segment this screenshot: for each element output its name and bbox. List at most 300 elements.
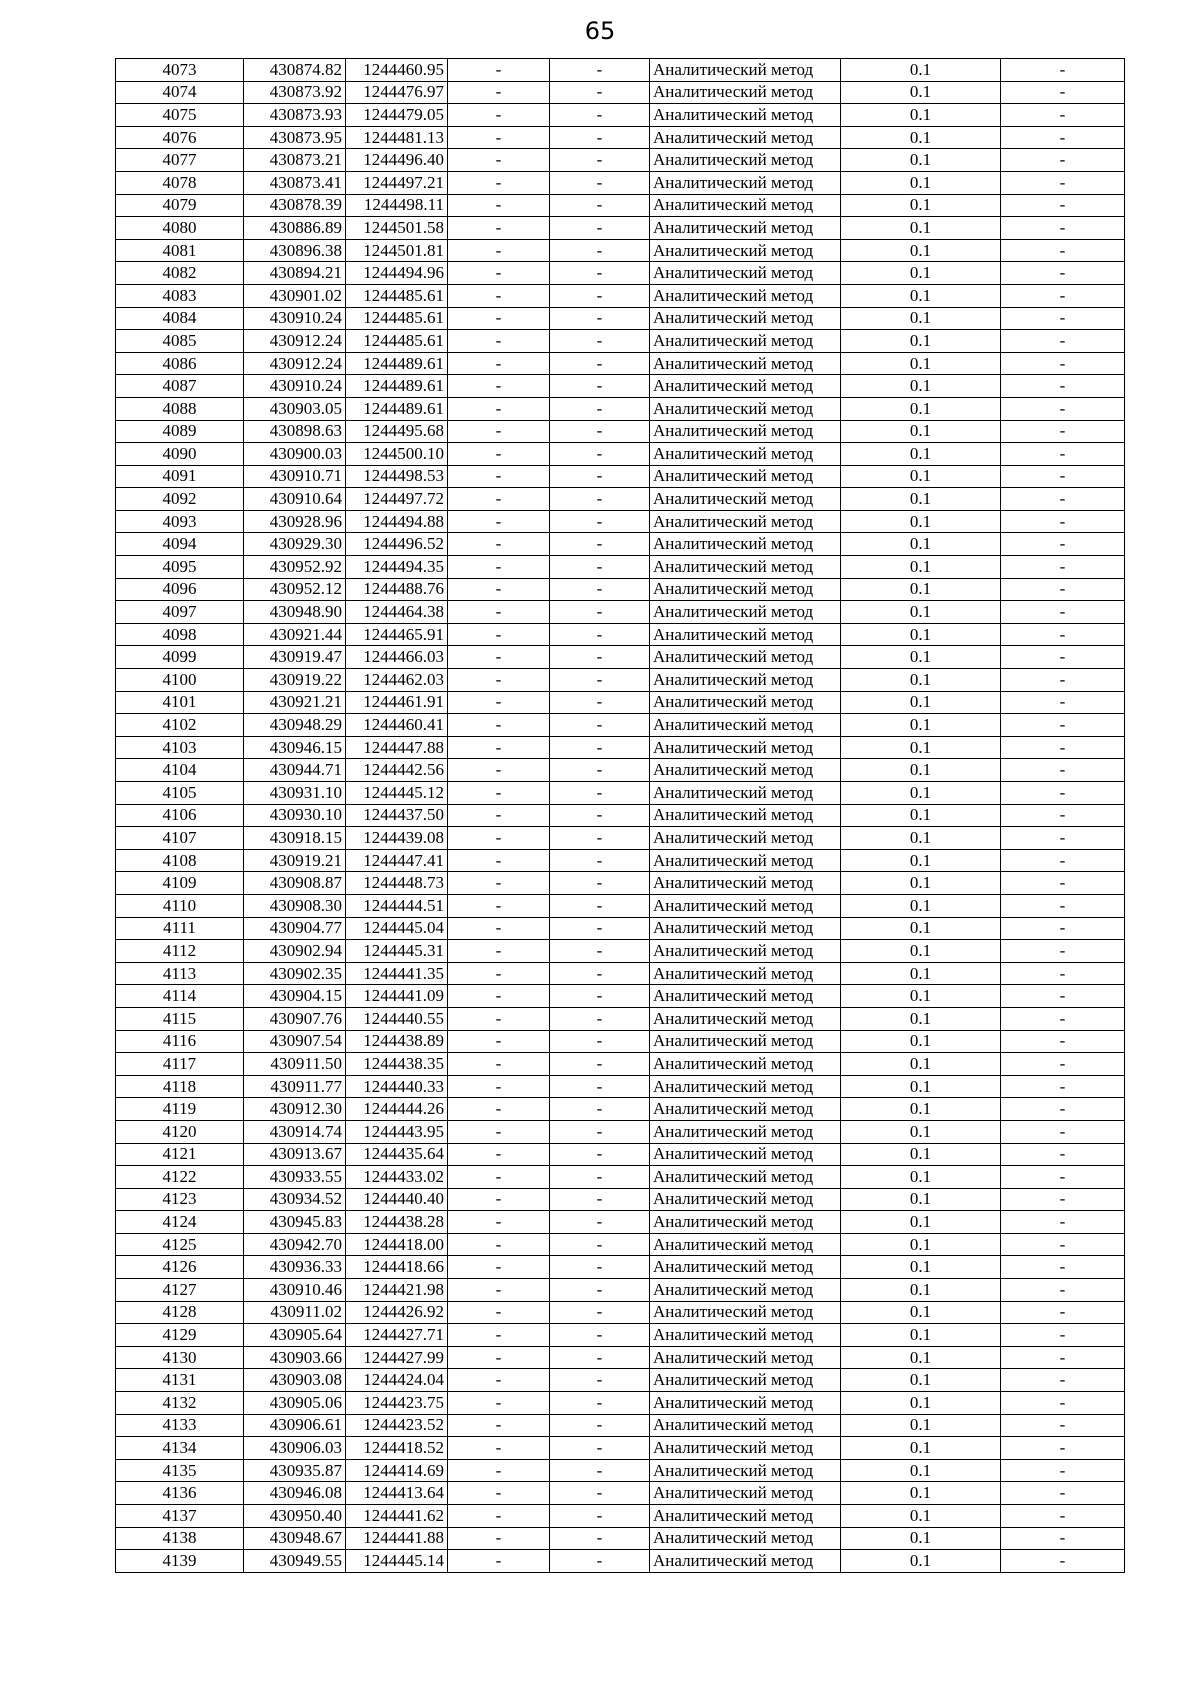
point-number-cell: 4075 bbox=[116, 104, 244, 127]
x-coordinate-cell: 430911.50 bbox=[244, 1053, 346, 1076]
dash-cell: - bbox=[550, 352, 650, 375]
table-row bbox=[116, 217, 1125, 240]
x-coordinate-cell: 430903.66 bbox=[244, 1346, 346, 1369]
y-coordinate-cell: 1244488.76 bbox=[346, 578, 448, 601]
dash-cell: - bbox=[448, 397, 550, 420]
x-coordinate-cell: 430874.82 bbox=[244, 59, 346, 82]
dash-cell: - bbox=[1001, 194, 1125, 217]
dash-cell: - bbox=[550, 465, 650, 488]
point-number-cell: 4085 bbox=[116, 330, 244, 353]
point-number-cell: 4138 bbox=[116, 1527, 244, 1550]
accuracy-cell: 0.1 bbox=[841, 872, 1001, 895]
table-row bbox=[116, 1482, 1125, 1505]
x-coordinate-cell: 430914.74 bbox=[244, 1120, 346, 1143]
dash-cell: - bbox=[1001, 149, 1125, 172]
dash-cell: - bbox=[448, 556, 550, 579]
point-number-cell: 4108 bbox=[116, 849, 244, 872]
table-row bbox=[116, 375, 1125, 398]
dash-cell: - bbox=[550, 1120, 650, 1143]
dash-cell: - bbox=[1001, 872, 1125, 895]
y-coordinate-cell: 1244433.02 bbox=[346, 1166, 448, 1189]
dash-cell: - bbox=[1001, 1098, 1125, 1121]
coordinates-table bbox=[115, 58, 1125, 1573]
dash-cell: - bbox=[550, 917, 650, 940]
method-cell: Аналитический метод bbox=[650, 1279, 841, 1302]
point-number-cell: 4091 bbox=[116, 465, 244, 488]
dash-cell: - bbox=[1001, 1007, 1125, 1030]
x-coordinate-cell: 430902.94 bbox=[244, 940, 346, 963]
method-cell: Аналитический метод bbox=[650, 1437, 841, 1460]
point-number-cell: 4079 bbox=[116, 194, 244, 217]
method-cell: Аналитический метод bbox=[650, 352, 841, 375]
accuracy-cell: 0.1 bbox=[841, 1392, 1001, 1415]
dash-cell: - bbox=[448, 217, 550, 240]
dash-cell: - bbox=[1001, 1166, 1125, 1189]
x-coordinate-cell: 430905.64 bbox=[244, 1324, 346, 1347]
dash-cell: - bbox=[1001, 1459, 1125, 1482]
dash-cell: - bbox=[550, 1279, 650, 1302]
accuracy-cell: 0.1 bbox=[841, 194, 1001, 217]
x-coordinate-cell: 430919.21 bbox=[244, 849, 346, 872]
point-number-cell: 4088 bbox=[116, 397, 244, 420]
accuracy-cell: 0.1 bbox=[841, 375, 1001, 398]
x-coordinate-cell: 430952.92 bbox=[244, 556, 346, 579]
table-row bbox=[116, 420, 1125, 443]
point-number-cell: 4119 bbox=[116, 1098, 244, 1121]
method-cell: Аналитический метод bbox=[650, 465, 841, 488]
dash-cell: - bbox=[448, 1301, 550, 1324]
y-coordinate-cell: 1244464.38 bbox=[346, 601, 448, 624]
y-coordinate-cell: 1244435.64 bbox=[346, 1143, 448, 1166]
point-number-cell: 4084 bbox=[116, 307, 244, 330]
dash-cell: - bbox=[1001, 420, 1125, 443]
table-row bbox=[116, 1459, 1125, 1482]
accuracy-cell: 0.1 bbox=[841, 1211, 1001, 1234]
accuracy-cell: 0.1 bbox=[841, 1324, 1001, 1347]
y-coordinate-cell: 1244489.61 bbox=[346, 375, 448, 398]
dash-cell: - bbox=[448, 307, 550, 330]
accuracy-cell: 0.1 bbox=[841, 1414, 1001, 1437]
accuracy-cell: 0.1 bbox=[841, 646, 1001, 669]
method-cell: Аналитический метод bbox=[650, 691, 841, 714]
dash-cell: - bbox=[448, 1527, 550, 1550]
dash-cell: - bbox=[448, 1233, 550, 1256]
y-coordinate-cell: 1244501.58 bbox=[346, 217, 448, 240]
point-number-cell: 4118 bbox=[116, 1075, 244, 1098]
y-coordinate-cell: 1244448.73 bbox=[346, 872, 448, 895]
y-coordinate-cell: 1244445.12 bbox=[346, 782, 448, 805]
dash-cell: - bbox=[550, 827, 650, 850]
x-coordinate-cell: 430952.12 bbox=[244, 578, 346, 601]
table-row bbox=[116, 1007, 1125, 1030]
dash-cell: - bbox=[1001, 330, 1125, 353]
accuracy-cell: 0.1 bbox=[841, 1482, 1001, 1505]
table-row bbox=[116, 669, 1125, 692]
point-number-cell: 4093 bbox=[116, 510, 244, 533]
dash-cell: - bbox=[550, 1166, 650, 1189]
dash-cell: - bbox=[550, 1030, 650, 1053]
dash-cell: - bbox=[550, 307, 650, 330]
table-row bbox=[116, 194, 1125, 217]
point-number-cell: 4129 bbox=[116, 1324, 244, 1347]
point-number-cell: 4115 bbox=[116, 1007, 244, 1030]
method-cell: Аналитический метод bbox=[650, 556, 841, 579]
dash-cell: - bbox=[448, 1392, 550, 1415]
dash-cell: - bbox=[448, 1482, 550, 1505]
dash-cell: - bbox=[448, 1007, 550, 1030]
y-coordinate-cell: 1244413.64 bbox=[346, 1482, 448, 1505]
point-number-cell: 4080 bbox=[116, 217, 244, 240]
x-coordinate-cell: 430910.24 bbox=[244, 307, 346, 330]
point-number-cell: 4106 bbox=[116, 804, 244, 827]
dash-cell: - bbox=[550, 171, 650, 194]
x-coordinate-cell: 430906.03 bbox=[244, 1437, 346, 1460]
dash-cell: - bbox=[550, 849, 650, 872]
dash-cell: - bbox=[1001, 940, 1125, 963]
dash-cell: - bbox=[448, 533, 550, 556]
dash-cell: - bbox=[1001, 578, 1125, 601]
dash-cell: - bbox=[1001, 601, 1125, 624]
accuracy-cell: 0.1 bbox=[841, 601, 1001, 624]
dash-cell: - bbox=[448, 1211, 550, 1234]
point-number-cell: 4101 bbox=[116, 691, 244, 714]
accuracy-cell: 0.1 bbox=[841, 533, 1001, 556]
dash-cell: - bbox=[550, 239, 650, 262]
table-row bbox=[116, 81, 1125, 104]
dash-cell: - bbox=[550, 962, 650, 985]
dash-cell: - bbox=[448, 1369, 550, 1392]
accuracy-cell: 0.1 bbox=[841, 465, 1001, 488]
dash-cell: - bbox=[550, 1143, 650, 1166]
x-coordinate-cell: 430929.30 bbox=[244, 533, 346, 556]
dash-cell: - bbox=[1001, 962, 1125, 985]
point-number-cell: 4089 bbox=[116, 420, 244, 443]
table-row bbox=[116, 443, 1125, 466]
table-row bbox=[116, 510, 1125, 533]
x-coordinate-cell: 430900.03 bbox=[244, 443, 346, 466]
dash-cell: - bbox=[448, 194, 550, 217]
point-number-cell: 4137 bbox=[116, 1505, 244, 1528]
table-row bbox=[116, 465, 1125, 488]
point-number-cell: 4127 bbox=[116, 1279, 244, 1302]
point-number-cell: 4107 bbox=[116, 827, 244, 850]
dash-cell: - bbox=[448, 1324, 550, 1347]
table-row bbox=[116, 397, 1125, 420]
accuracy-cell: 0.1 bbox=[841, 759, 1001, 782]
accuracy-cell: 0.1 bbox=[841, 804, 1001, 827]
dash-cell: - bbox=[1001, 1482, 1125, 1505]
point-number-cell: 4123 bbox=[116, 1188, 244, 1211]
point-number-cell: 4099 bbox=[116, 646, 244, 669]
accuracy-cell: 0.1 bbox=[841, 149, 1001, 172]
method-cell: Аналитический метод bbox=[650, 849, 841, 872]
dash-cell: - bbox=[550, 1505, 650, 1528]
dash-cell: - bbox=[550, 1324, 650, 1347]
dash-cell: - bbox=[1001, 1301, 1125, 1324]
x-coordinate-cell: 430873.95 bbox=[244, 126, 346, 149]
dash-cell: - bbox=[550, 488, 650, 511]
dash-cell: - bbox=[550, 1346, 650, 1369]
x-coordinate-cell: 430907.54 bbox=[244, 1030, 346, 1053]
dash-cell: - bbox=[448, 736, 550, 759]
table-row bbox=[116, 1437, 1125, 1460]
point-number-cell: 4090 bbox=[116, 443, 244, 466]
x-coordinate-cell: 430873.93 bbox=[244, 104, 346, 127]
x-coordinate-cell: 430901.02 bbox=[244, 284, 346, 307]
y-coordinate-cell: 1244421.98 bbox=[346, 1279, 448, 1302]
y-coordinate-cell: 1244460.95 bbox=[346, 59, 448, 82]
accuracy-cell: 0.1 bbox=[841, 669, 1001, 692]
dash-cell: - bbox=[1001, 669, 1125, 692]
method-cell: Аналитический метод bbox=[650, 1053, 841, 1076]
x-coordinate-cell: 430903.05 bbox=[244, 397, 346, 420]
dash-cell: - bbox=[1001, 1211, 1125, 1234]
table-row bbox=[116, 1324, 1125, 1347]
dash-cell: - bbox=[1001, 171, 1125, 194]
x-coordinate-cell: 430948.67 bbox=[244, 1527, 346, 1550]
dash-cell: - bbox=[1001, 375, 1125, 398]
x-coordinate-cell: 430907.76 bbox=[244, 1007, 346, 1030]
dash-cell: - bbox=[448, 59, 550, 82]
dash-cell: - bbox=[448, 849, 550, 872]
method-cell: Аналитический метод bbox=[650, 1120, 841, 1143]
x-coordinate-cell: 430912.24 bbox=[244, 352, 346, 375]
dash-cell: - bbox=[1001, 1505, 1125, 1528]
y-coordinate-cell: 1244485.61 bbox=[346, 284, 448, 307]
method-cell: Аналитический метод bbox=[650, 171, 841, 194]
method-cell: Аналитический метод bbox=[650, 1324, 841, 1347]
dash-cell: - bbox=[550, 940, 650, 963]
dash-cell: - bbox=[550, 759, 650, 782]
dash-cell: - bbox=[448, 578, 550, 601]
accuracy-cell: 0.1 bbox=[841, 691, 1001, 714]
dash-cell: - bbox=[550, 714, 650, 737]
y-coordinate-cell: 1244426.92 bbox=[346, 1301, 448, 1324]
point-number-cell: 4131 bbox=[116, 1369, 244, 1392]
table-row bbox=[116, 1505, 1125, 1528]
dash-cell: - bbox=[448, 804, 550, 827]
table-row bbox=[116, 1143, 1125, 1166]
table-row bbox=[116, 872, 1125, 895]
table-row bbox=[116, 1256, 1125, 1279]
point-number-cell: 4113 bbox=[116, 962, 244, 985]
table-row bbox=[116, 149, 1125, 172]
table-row bbox=[116, 691, 1125, 714]
table-row bbox=[116, 827, 1125, 850]
table-row bbox=[116, 1414, 1125, 1437]
dash-cell: - bbox=[448, 1053, 550, 1076]
table-row bbox=[116, 623, 1125, 646]
dash-cell: - bbox=[448, 488, 550, 511]
y-coordinate-cell: 1244489.61 bbox=[346, 352, 448, 375]
method-cell: Аналитический метод bbox=[650, 1007, 841, 1030]
dash-cell: - bbox=[1001, 894, 1125, 917]
accuracy-cell: 0.1 bbox=[841, 488, 1001, 511]
x-coordinate-cell: 430946.15 bbox=[244, 736, 346, 759]
dash-cell: - bbox=[1001, 985, 1125, 1008]
x-coordinate-cell: 430942.70 bbox=[244, 1233, 346, 1256]
point-number-cell: 4111 bbox=[116, 917, 244, 940]
table-row bbox=[116, 1392, 1125, 1415]
dash-cell: - bbox=[448, 1030, 550, 1053]
dash-cell: - bbox=[1001, 1346, 1125, 1369]
dash-cell: - bbox=[1001, 1188, 1125, 1211]
dash-cell: - bbox=[448, 1437, 550, 1460]
table-row bbox=[116, 962, 1125, 985]
dash-cell: - bbox=[550, 1053, 650, 1076]
y-coordinate-cell: 1244481.13 bbox=[346, 126, 448, 149]
x-coordinate-cell: 430934.52 bbox=[244, 1188, 346, 1211]
method-cell: Аналитический метод bbox=[650, 126, 841, 149]
accuracy-cell: 0.1 bbox=[841, 104, 1001, 127]
dash-cell: - bbox=[550, 1256, 650, 1279]
dash-cell: - bbox=[1001, 262, 1125, 285]
method-cell: Аналитический метод bbox=[650, 375, 841, 398]
dash-cell: - bbox=[448, 104, 550, 127]
table-row bbox=[116, 601, 1125, 624]
dash-cell: - bbox=[1001, 1075, 1125, 1098]
x-coordinate-cell: 430894.21 bbox=[244, 262, 346, 285]
accuracy-cell: 0.1 bbox=[841, 1437, 1001, 1460]
y-coordinate-cell: 1244418.00 bbox=[346, 1233, 448, 1256]
table-row bbox=[116, 104, 1125, 127]
y-coordinate-cell: 1244438.89 bbox=[346, 1030, 448, 1053]
y-coordinate-cell: 1244494.96 bbox=[346, 262, 448, 285]
accuracy-cell: 0.1 bbox=[841, 1098, 1001, 1121]
accuracy-cell: 0.1 bbox=[841, 126, 1001, 149]
dash-cell: - bbox=[1001, 533, 1125, 556]
dash-cell: - bbox=[1001, 307, 1125, 330]
y-coordinate-cell: 1244438.28 bbox=[346, 1211, 448, 1234]
dash-cell: - bbox=[1001, 1369, 1125, 1392]
accuracy-cell: 0.1 bbox=[841, 420, 1001, 443]
table-row bbox=[116, 533, 1125, 556]
accuracy-cell: 0.1 bbox=[841, 714, 1001, 737]
y-coordinate-cell: 1244418.52 bbox=[346, 1437, 448, 1460]
method-cell: Аналитический метод bbox=[650, 217, 841, 240]
x-coordinate-cell: 430930.10 bbox=[244, 804, 346, 827]
method-cell: Аналитический метод bbox=[650, 646, 841, 669]
dash-cell: - bbox=[550, 262, 650, 285]
y-coordinate-cell: 1244440.55 bbox=[346, 1007, 448, 1030]
dash-cell: - bbox=[550, 646, 650, 669]
method-cell: Аналитический метод bbox=[650, 1392, 841, 1415]
dash-cell: - bbox=[550, 1414, 650, 1437]
method-cell: Аналитический метод bbox=[650, 872, 841, 895]
accuracy-cell: 0.1 bbox=[841, 1505, 1001, 1528]
method-cell: Аналитический метод bbox=[650, 601, 841, 624]
dash-cell: - bbox=[1001, 759, 1125, 782]
dash-cell: - bbox=[448, 985, 550, 1008]
dash-cell: - bbox=[550, 1098, 650, 1121]
dash-cell: - bbox=[448, 1279, 550, 1302]
table-row bbox=[116, 578, 1125, 601]
y-coordinate-cell: 1244461.91 bbox=[346, 691, 448, 714]
y-coordinate-cell: 1244445.04 bbox=[346, 917, 448, 940]
y-coordinate-cell: 1244437.50 bbox=[346, 804, 448, 827]
dash-cell: - bbox=[550, 1550, 650, 1573]
x-coordinate-cell: 430896.38 bbox=[244, 239, 346, 262]
y-coordinate-cell: 1244498.53 bbox=[346, 465, 448, 488]
dash-cell: - bbox=[550, 59, 650, 82]
x-coordinate-cell: 430945.83 bbox=[244, 1211, 346, 1234]
method-cell: Аналитический метод bbox=[650, 420, 841, 443]
table-row bbox=[116, 940, 1125, 963]
dash-cell: - bbox=[1001, 1233, 1125, 1256]
y-coordinate-cell: 1244440.33 bbox=[346, 1075, 448, 1098]
point-number-cell: 4104 bbox=[116, 759, 244, 782]
accuracy-cell: 0.1 bbox=[841, 1053, 1001, 1076]
method-cell: Аналитический метод bbox=[650, 262, 841, 285]
accuracy-cell: 0.1 bbox=[841, 262, 1001, 285]
accuracy-cell: 0.1 bbox=[841, 962, 1001, 985]
y-coordinate-cell: 1244442.56 bbox=[346, 759, 448, 782]
dash-cell: - bbox=[1001, 1414, 1125, 1437]
method-cell: Аналитический метод bbox=[650, 623, 841, 646]
x-coordinate-cell: 430912.30 bbox=[244, 1098, 346, 1121]
dash-cell: - bbox=[550, 443, 650, 466]
dash-cell: - bbox=[1001, 1527, 1125, 1550]
method-cell: Аналитический метод bbox=[650, 759, 841, 782]
method-cell: Аналитический метод bbox=[650, 962, 841, 985]
y-coordinate-cell: 1244476.97 bbox=[346, 81, 448, 104]
x-coordinate-cell: 430919.22 bbox=[244, 669, 346, 692]
point-number-cell: 4086 bbox=[116, 352, 244, 375]
dash-cell: - bbox=[1001, 1143, 1125, 1166]
table-row bbox=[116, 714, 1125, 737]
dash-cell: - bbox=[1001, 510, 1125, 533]
dash-cell: - bbox=[550, 691, 650, 714]
dash-cell: - bbox=[550, 601, 650, 624]
dash-cell: - bbox=[550, 556, 650, 579]
y-coordinate-cell: 1244445.31 bbox=[346, 940, 448, 963]
dash-cell: - bbox=[1001, 126, 1125, 149]
accuracy-cell: 0.1 bbox=[841, 352, 1001, 375]
table-row bbox=[116, 985, 1125, 1008]
method-cell: Аналитический метод bbox=[650, 1346, 841, 1369]
table-row bbox=[116, 1075, 1125, 1098]
dash-cell: - bbox=[448, 1346, 550, 1369]
accuracy-cell: 0.1 bbox=[841, 736, 1001, 759]
method-cell: Аналитический метод bbox=[650, 397, 841, 420]
dash-cell: - bbox=[448, 149, 550, 172]
accuracy-cell: 0.1 bbox=[841, 1007, 1001, 1030]
x-coordinate-cell: 430878.39 bbox=[244, 194, 346, 217]
y-coordinate-cell: 1244494.88 bbox=[346, 510, 448, 533]
dash-cell: - bbox=[448, 1075, 550, 1098]
y-coordinate-cell: 1244423.52 bbox=[346, 1414, 448, 1437]
x-coordinate-cell: 430933.55 bbox=[244, 1166, 346, 1189]
accuracy-cell: 0.1 bbox=[841, 782, 1001, 805]
dash-cell: - bbox=[550, 669, 650, 692]
dash-cell: - bbox=[448, 81, 550, 104]
y-coordinate-cell: 1244424.04 bbox=[346, 1369, 448, 1392]
x-coordinate-cell: 430946.08 bbox=[244, 1482, 346, 1505]
dash-cell: - bbox=[1001, 646, 1125, 669]
dash-cell: - bbox=[550, 894, 650, 917]
dash-cell: - bbox=[448, 420, 550, 443]
dash-cell: - bbox=[1001, 81, 1125, 104]
method-cell: Аналитический метод bbox=[650, 488, 841, 511]
method-cell: Аналитический метод bbox=[650, 1482, 841, 1505]
point-number-cell: 4073 bbox=[116, 59, 244, 82]
method-cell: Аналитический метод bbox=[650, 1369, 841, 1392]
accuracy-cell: 0.1 bbox=[841, 623, 1001, 646]
y-coordinate-cell: 1244445.14 bbox=[346, 1550, 448, 1573]
x-coordinate-cell: 430950.40 bbox=[244, 1505, 346, 1528]
dash-cell: - bbox=[550, 623, 650, 646]
method-cell: Аналитический метод bbox=[650, 578, 841, 601]
